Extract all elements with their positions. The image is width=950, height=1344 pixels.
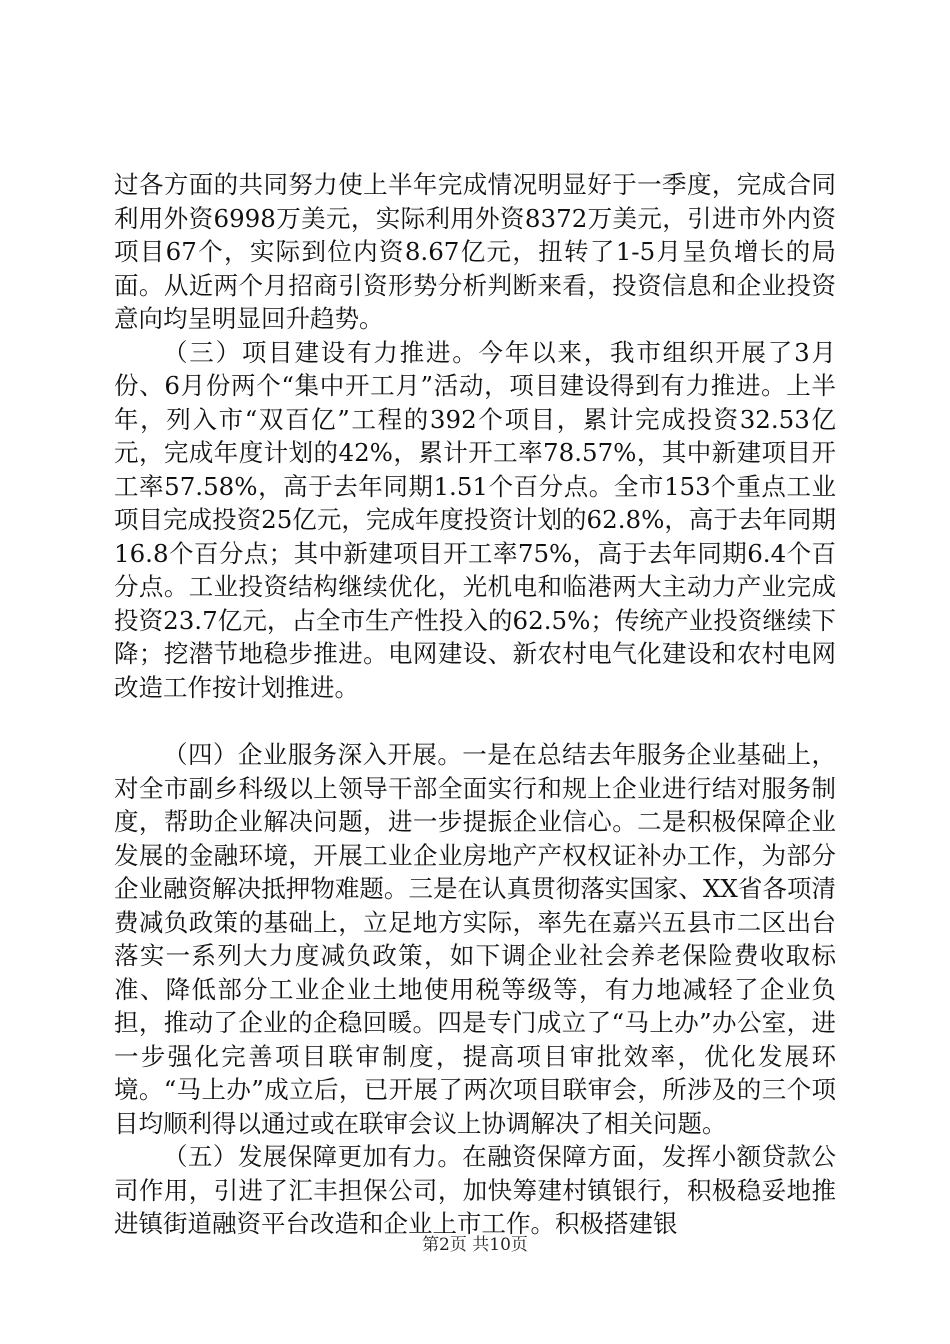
paragraph-continuation: 过各方面的共同努力使上半年完成情况明显好于一季度，完成合同利用外资6998万美元，实际利用外资8372万美元，引进市外内资项目67个，实际到位内资8.67亿元，扭转了1-5月呈负增长的局面。从近两个月招商引资形势分析判断来看，投资信息和企业投资意向均呈明显回升趋势。 xyxy=(114,170,836,333)
page-footer: 第2页 共10页 xyxy=(422,1235,528,1255)
paragraph-project-construction: （三）项目建设有力推进。今年以来，我市组织开展了3月份、6月份两个“集中开工月”活动，项目建设得到有力推进。上半年，列入市“双百亿”工程的392个项目，累计完成投资32.53亿元，完成年度计划的42%，累计开工率78.57%，其中新建项目开工率57.58%，高于去年同期1.51个百分点。全市153个重点工业项目完成投资25亿元，完成年度投资计划的62.8%，高于去年同期16.8个百分点；其中新建项目开工率75%，高于去年同期6.4个百分点。工业投资结构继续优化，光机电和临港两大主动力产业完成投资23.7亿元，占全市生产性投入的62.5%；传统产业投资继续下降；挖潜节地稳步推进。电网建设、新农村电气化建设和农村电网改造工作按计划推进。 xyxy=(114,337,836,702)
paragraph-enterprise-service: （四）企业服务深入开展。一是在总结去年服务企业基础上，对全市副乡科级以上领导干部全面实行和规上企业进行结对服务制度，帮助企业解决问题，进一步提振企业信心。二是积极保障企业发展的金融环境，开展工业企业房地产产权权证补办工作，为部分企业融资解决抵押物难题。三是在认真贯彻落实国家、XX省各项清费减负政策的基础上，立足地方实际，率先在嘉兴五县市二区出台落实一系列大力度减负政策，如下调企业社会养老保险费收取标准、降低部分工业企业土地使用税等级等，有力地减轻了企业负担，推动了企业的企稳回暖。四是专门成立了“马上办”办公室，进一步强化完善项目联审制度，提高项目审批效率，优化发展环境。“马上办”成立后，已开展了两次项目联审会，所涉及的三个项目均顺利得以通过或在联审会议上协调解决了相关问题。 xyxy=(114,740,836,1138)
paragraph-development-guarantee: （五）发展保障更加有力。在融资保障方面，发挥小额贷款公司作用，引进了汇丰担保公司，加快筹建村镇银行，积极稳妥地推进镇街道融资平台改造和企业上市工作。积极搭建银 xyxy=(114,1142,836,1238)
document-body xyxy=(114,168,836,1241)
